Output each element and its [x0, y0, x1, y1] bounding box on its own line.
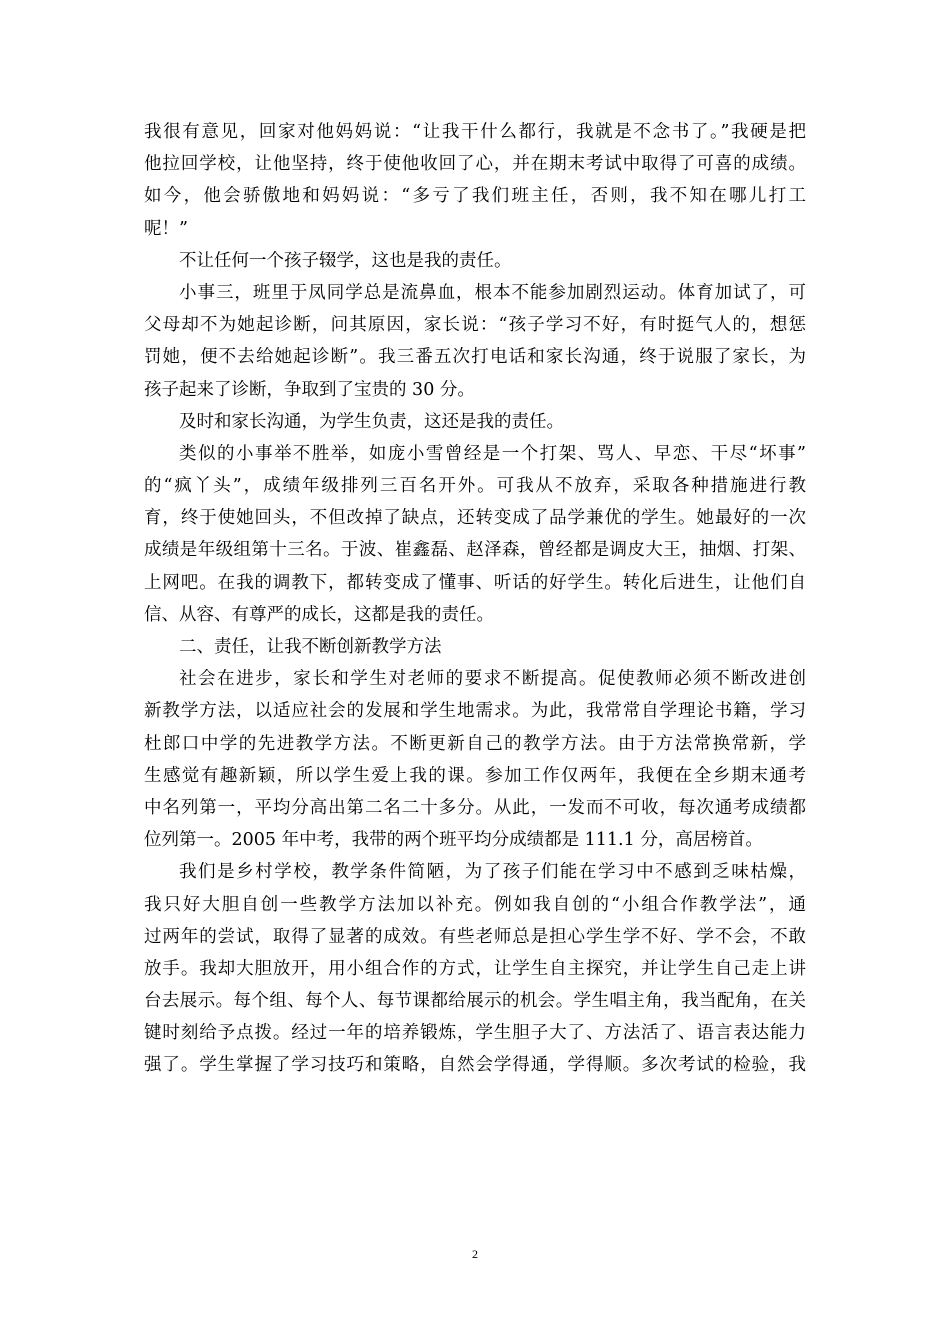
text-line: 信、从容、有尊严的成长，这都是我的责任。 [144, 604, 494, 625]
text-line: 台去展示。每个组、每个人、每节课都给展示的机会。学生唱主角，我当配角，在关 [144, 991, 806, 1012]
text-line: 中名列第一，平均分高出第二名二十多分。从此，一发而不可收，每次通考成绩都 [144, 797, 806, 818]
text-line: 我只好大胆自创一些教学方法加以补充。例如我自创的“小组合作教学法”，通 [144, 894, 806, 915]
text-line: 我们是乡村学校，教学条件简陋，为了孩子们能在学习中不感到乏味枯燥， [179, 862, 806, 883]
text-line: 杜郎口中学的先进教学方法。不断更新自己的教学方法。由于方法常换常新，学 [144, 733, 806, 754]
text-line: 他拉回学校，让他坚持，终于使他收回了心，并在期末考试中取得了可喜的成绩。 [144, 154, 806, 175]
text-line: 过两年的尝试，取得了显著的成效。有些老师总是担心学生学不好、学不会，不敢 [144, 926, 806, 947]
text-line: 社会在进步，家长和学生对老师的要求不断提高。促使教师必须不断改进创 [179, 669, 806, 690]
text-line: 强了。学生掌握了学习技巧和策略，自然会学得通，学得顺。多次考试的检验，我 [144, 1055, 806, 1076]
text-line: 的“疯丫头”，成绩年级排列三百名开外。可我从不放弃，采取各种措施进行教 [144, 476, 806, 497]
text-line: 上网吧。在我的调教下，都转变成了懂事、听话的好学生。转化后进生，让他们自 [144, 572, 806, 593]
text-line: 我很有意见，回家对他妈妈说：“让我干什么都行，我就是不念书了。”我硬是把 [144, 122, 806, 142]
text-line: 育，终于使她回头，不但改掉了缺点，还转变成了品学兼优的学生。她最好的一次 [144, 508, 806, 529]
text-line: 新教学方法，以适应社会的发展和学生地需求。为此，我常常自学理论书籍，学习 [144, 701, 806, 722]
text-line: 成绩是年级组第十三名。于波、崔鑫磊、赵泽森，曾经都是调皮大王，抽烟、打架、 [144, 540, 806, 561]
text-line: 键时刻给予点拨。经过一年的培养锻炼，学生胆子大了、方法活了、语言表达能力 [144, 1023, 806, 1044]
text-line: 父母却不为她起诊断，问其原因，家长说：“孩子学习不好，有时挺气人的，想惩 [144, 315, 806, 336]
text-line: 小事三，班里于凤同学总是流鼻血，根本不能参加剧烈运动。体育加试了，可 [179, 282, 806, 303]
text-line: 如今，他会骄傲地和妈妈说：“多亏了我们班主任，否则，我不知在哪儿打工 [144, 186, 806, 207]
text-line: 罚她，便不去给她起诊断”。我三番五次打电话和家长沟通，终于说服了家长，为 [144, 347, 806, 368]
text-line: 生感觉有趣新颖，所以学生爱上我的课。参加工作仅两年，我便在全乡期末通考 [144, 765, 806, 786]
text-line: 二、责任，让我不断创新教学方法 [179, 637, 442, 657]
text-line: 位列第一。2005 年中考，我带的两个班平均分成绩都是 111.1 分，高居榜首。 [144, 830, 763, 851]
page-number: 2 [472, 1247, 478, 1261]
text-line: 不让任何一个孩子辍学，这也是我的责任。 [179, 250, 512, 271]
text-line: 类似的小事举不胜举，如庞小雪曾经是一个打架、骂人、早恋、干尽“坏事” [179, 443, 806, 464]
text-line: 孩子起来了诊断，争取到了宝贵的 30 分。 [144, 379, 475, 400]
text-line: 及时和家长沟通，为学生负责，这还是我的责任。 [179, 411, 564, 432]
body-text [144, 116, 806, 1082]
text-line: 呢！” [144, 218, 188, 239]
text-line: 放手。我却大胆放开，用小组合作的方式，让学生自主探究，并让学生自己走上讲 [144, 958, 806, 979]
